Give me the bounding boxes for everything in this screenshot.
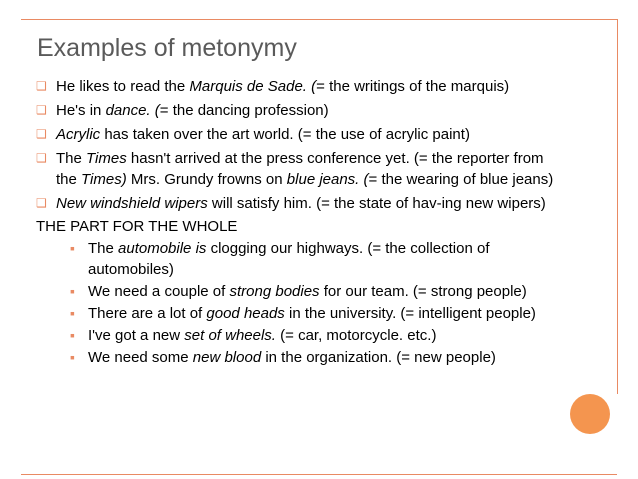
emphasized-text: Marquis de Sade. ( [189, 78, 317, 95]
fancy-square-bullet-icon: ❑ [36, 79, 47, 93]
frame-bottom-line [21, 474, 617, 475]
emphasized-text: Times) [81, 171, 127, 188]
text-segment: There are a lot of [88, 305, 207, 322]
square-bullet-icon: ▪ [70, 349, 75, 365]
sub-bullet-item [36, 325, 556, 346]
text-segment: has taken over the art world. (= the use of acrylic paint) [100, 126, 470, 143]
fancy-square-bullet-icon: ❑ [36, 103, 47, 117]
text-segment: He's in [56, 102, 106, 119]
section-heading: THE PART FOR THE WHOLE [36, 218, 238, 235]
text-segment: The [88, 240, 119, 257]
slide-title: Examples of metonymy [37, 34, 297, 62]
sub-bullet-item [36, 347, 556, 368]
text-segment: We need some [88, 349, 193, 366]
emphasized-text: New windshield wipers [56, 195, 208, 212]
sub-bullet-list [36, 238, 556, 368]
fancy-square-bullet-icon: ❑ [36, 196, 47, 210]
emphasized-text: blue jeans. ( [286, 171, 369, 188]
emphasized-text: dance. ( [105, 102, 160, 119]
text-segment: The [56, 150, 87, 167]
text-segment: will satisfy him. (= the state of hav-ing new wipers) [207, 195, 546, 212]
text-segment: (= car, motorcycle. etc.) [275, 327, 437, 344]
emphasized-text: Times [86, 150, 127, 167]
emphasized-text: set of wheels. [184, 327, 276, 344]
text-segment: clogging our highways. (= the collection of automobiles) [88, 240, 490, 278]
text-segment: for our team. (= strong people) [319, 283, 527, 300]
bullet-item [36, 124, 556, 145]
emphasized-text: strong bodies [229, 283, 320, 300]
text-segment: in the organization. (= new people) [261, 349, 496, 366]
text-segment: = the writings of the marquis) [316, 78, 510, 95]
text-segment: = the wearing of blue jeans) [368, 171, 554, 188]
fancy-square-bullet-icon: ❑ [36, 127, 47, 141]
sub-bullet-item [36, 303, 556, 324]
sub-bullet-item [36, 238, 556, 280]
frame-top-line [21, 19, 617, 20]
text-segment: He likes to read the [56, 78, 190, 95]
fancy-square-bullet-icon: ❑ [36, 151, 47, 165]
emphasized-text: Acrylic [56, 126, 101, 143]
emphasized-text: automobile is [118, 240, 207, 257]
square-bullet-icon: ▪ [70, 327, 75, 343]
text-segment: in the university. (= intelligent people) [284, 305, 536, 322]
text-segment: Mrs. Grundy frowns on [126, 171, 287, 188]
square-bullet-icon: ▪ [70, 240, 75, 256]
emphasized-text: new blood [192, 349, 262, 366]
bullet-item [36, 100, 556, 121]
square-bullet-icon: ▪ [70, 305, 75, 321]
bullet-item [36, 193, 556, 214]
text-segment: hasn't arrived at the press conference yet. (= the reporter from the [56, 150, 544, 188]
bullet-list [36, 76, 556, 214]
bullet-item [36, 76, 556, 97]
decorative-dot [570, 394, 610, 434]
frame-right-line [617, 19, 618, 394]
text-segment: We need a couple of [88, 283, 230, 300]
text-segment: I've got a new [88, 327, 185, 344]
slide-content [36, 76, 556, 368]
square-bullet-icon: ▪ [70, 283, 75, 299]
sub-bullet-item [36, 281, 556, 302]
emphasized-text: good heads [206, 305, 285, 322]
bullet-item [36, 148, 556, 190]
text-segment: = the dancing profession) [159, 102, 329, 119]
